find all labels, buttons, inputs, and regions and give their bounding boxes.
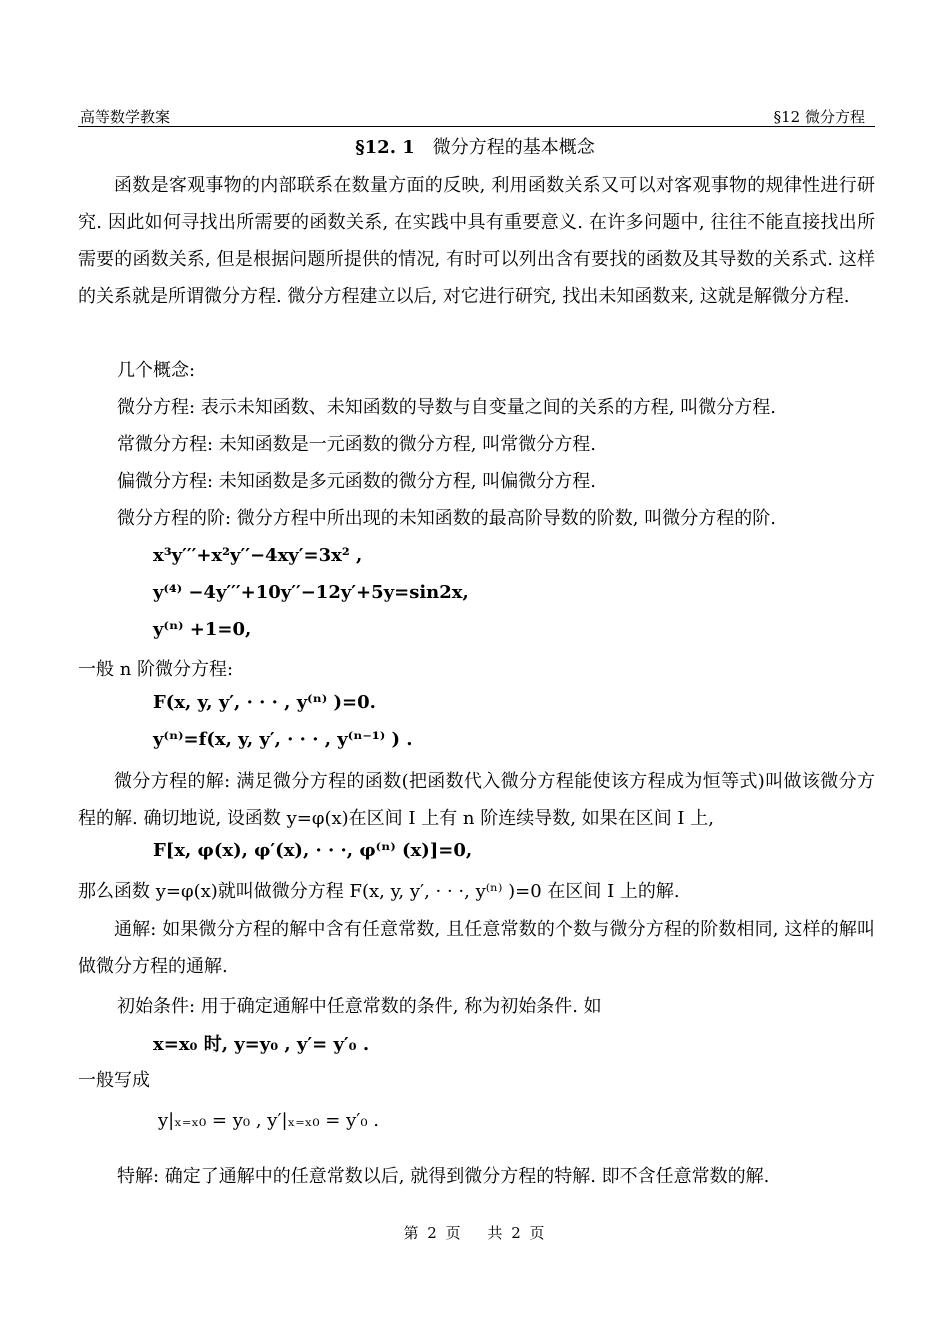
footer-page-word: 第 — [403, 1224, 421, 1242]
equation-example-3: y⁽ⁿ⁾ +1=0, — [153, 619, 252, 640]
definition-pde: 偏微分方程: 未知函数是多元函数的微分方程, 叫偏微分方程. — [117, 471, 596, 492]
equation-solution-identity: F[x, φ(x), φ′(x), · · ·, φ⁽ⁿ⁾ (x)]=0, — [153, 840, 473, 861]
footer-total-number: 2 — [511, 1224, 523, 1242]
definition-particular-solution: 特解: 确定了通解中的任意常数以后, 就得到微分方程的特解. 即不含任意常数的解. — [117, 1166, 770, 1187]
section-title-text: 微分方程的基本概念 — [432, 137, 595, 158]
section-title — [0, 133, 950, 159]
general-nth-order-label: 一般 n 阶微分方程: — [78, 659, 234, 680]
definition-differential-equation: 微分方程: 表示未知函数、未知函数的导数与自变量之间的关系的方程, 叫微分方程. — [117, 397, 776, 418]
concepts-heading: 几个概念: — [117, 360, 196, 381]
solution-conclusion: 那么函数 y=φ(x)就叫做微分方程 F(x, y, y′, · · ·, y⁽ⁿ⁾ )=0 在区间 I 上的解. — [78, 881, 680, 902]
footer-page-number: 2 — [427, 1224, 439, 1242]
definition-order: 微分方程的阶: 微分方程中所出现的未知函数的最高阶导数的阶数, 叫微分方程的阶. — [117, 508, 776, 529]
equation-explicit-form: y⁽ⁿ⁾=f(x, y, y′, · · · , y⁽ⁿ⁻¹⁾ ) . — [153, 729, 413, 750]
header-left: 高等数学教案 — [80, 108, 171, 126]
footer-total-unit: 页 — [529, 1224, 547, 1242]
footer-total-word: 共 — [487, 1224, 505, 1242]
equation-example-1: x³y′′′+x²y′′−4xy′=3x² , — [153, 545, 363, 566]
intro-paragraph: 函数是客观事物的内部联系在数量方面的反映, 利用函数关系又可以对客观事物的规律性进行研究. 因此如何寻找出所需要的函数关系, 在实践中具有重要意义. 在许多问题中, 往往不能直接找出所需要的函数关系, 但是根据问题所提供的情况, 有时可以列出含有要找的函数及其导数的关系式. 这样的关系就是所谓微分方程. 微分方程建立以后, 对它进行研究, 找出未知函数来, 这就是解微分方程. — [78, 175, 875, 307]
header-right: §12 微分方程 — [773, 108, 865, 126]
definition-initial-condition: 初始条件: 用于确定通解中任意常数的条件, 称为初始条件. 如 — [117, 996, 602, 1017]
definition-general-solution: 通解: 如果微分方程的解中含有任意常数, 且任意常数的个数与微分方程的阶数相同, 这样的解叫做微分方程的通解. — [78, 919, 875, 977]
section-number: §12. 1 — [355, 137, 415, 158]
page-header — [78, 106, 875, 127]
equation-implicit-form: F(x, y, y′, · · · , y⁽ⁿ⁾ )=0. — [153, 692, 376, 713]
general-form-label: 一般写成 — [78, 1070, 150, 1091]
footer-page-unit: 页 — [445, 1224, 463, 1242]
equation-example-2: y⁽⁴⁾ −4y′′′+10y′′−12y′+5y=sin2x, — [153, 582, 469, 603]
page-footer — [0, 1222, 950, 1243]
equation-initial-condition-notation: y|ₓ₌ₓ₀ = y₀ , y′|ₓ₌ₓ₀ = y′₀ . — [158, 1110, 380, 1131]
definition-solution: 微分方程的解: 满足微分方程的函数(把函数代入微分方程能使该方程成为恒等式)叫做该微分方程的解. 确切地说, 设函数 y=φ(x)在区间 I 上有 n 阶连续导数, 如果在区间 I 上, — [78, 771, 875, 829]
equation-initial-condition: x=x₀ 时, y=y₀ , y′= y′₀ . — [153, 1034, 370, 1055]
definition-ode: 常微分方程: 未知函数是一元函数的微分方程, 叫常微分方程. — [117, 434, 596, 455]
